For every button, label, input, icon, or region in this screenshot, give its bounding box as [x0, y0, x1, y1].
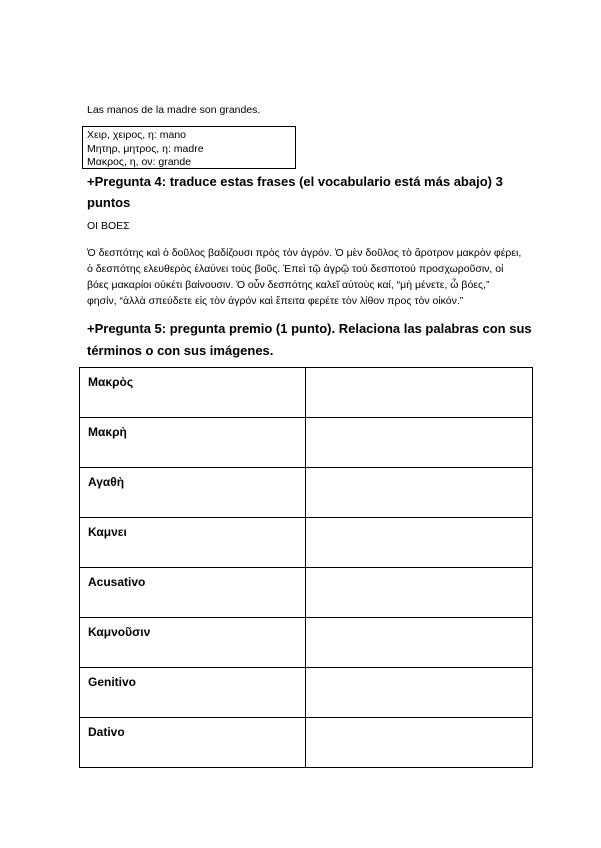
- term-cell: Καμνοῦσιν: [80, 618, 306, 668]
- matching-table: [79, 367, 533, 768]
- vocab-line: Μακρος, η, ον: grande: [87, 156, 192, 168]
- table-row: [80, 618, 533, 668]
- table-row: [80, 368, 533, 418]
- vocabulary-box: [82, 126, 296, 169]
- greek-line: βόες μακαρίοι οὐκέτι βαίνουσιν. Ὁ οὖν δεσπότης καλεῖ αὐτοὺς καί, “μὴ μένετε, ὦ βόες,”: [87, 279, 490, 291]
- greek-passage: [87, 245, 537, 309]
- table-row: [80, 668, 533, 718]
- answer-cell[interactable]: [306, 668, 533, 718]
- answer-cell[interactable]: [306, 718, 533, 768]
- text-title: ΟΙ ΒΟΕΣ: [87, 220, 130, 232]
- table-row: [80, 468, 533, 518]
- table-row: [80, 568, 533, 618]
- term-cell: Μακρὴ: [80, 418, 306, 468]
- greek-line: Ὁ δεσπότης καὶ ὁ δοῦλος βαδίζουσι πρὸς τὸν ἀγρόν. Ὁ μὲν δοῦλος τὸ ἄροτρον μακρὸν φέρει,: [87, 247, 522, 259]
- question-5-heading: +Pregunta 5: pregunta premio (1 punto). Relaciona las palabras con sus términos o con sus imágenes.: [87, 321, 532, 358]
- table-row: [80, 418, 533, 468]
- table-row: [80, 718, 533, 768]
- intro-sentence: Las manos de la madre son grandes.: [87, 104, 261, 116]
- term-cell: Genitivo: [80, 668, 306, 718]
- answer-cell[interactable]: [306, 368, 533, 418]
- term-cell: Μακρὸς: [80, 368, 306, 418]
- answer-cell[interactable]: [306, 468, 533, 518]
- term-cell: Αγαθὴ: [80, 468, 306, 518]
- answer-cell[interactable]: [306, 618, 533, 668]
- greek-line: φησίν, “ἀλλὰ σπεύδετε εἰς τὸν ἀγρόν καὶ ἔπειτα φερέτε τὸν λίθον προς τὸν οἰκόν.”: [87, 295, 464, 307]
- answer-cell[interactable]: [306, 418, 533, 468]
- term-cell: Acusativo: [80, 568, 306, 618]
- question-4-heading: +Pregunta 4: traduce estas frases (el vocabulario está más abajo) 3 puntos: [87, 174, 503, 210]
- table-row: [80, 518, 533, 568]
- term-cell: Dativo: [80, 718, 306, 768]
- greek-line: ὁ δεσπότης ελευθερὸς ἐλαύνει τοὺς βοῦς. Ἐπεὶ τῷ ἀγρῷ τού δεσποτού προσχωροῦσιν, οἱ: [87, 263, 504, 275]
- answer-cell[interactable]: [306, 518, 533, 568]
- answer-cell[interactable]: [306, 568, 533, 618]
- term-cell: Καμνει: [80, 518, 306, 568]
- vocab-line: Χειρ, χειρος, η: mano: [87, 129, 186, 141]
- vocab-line: Μητηρ, μητρος, η: madre: [87, 142, 204, 155]
